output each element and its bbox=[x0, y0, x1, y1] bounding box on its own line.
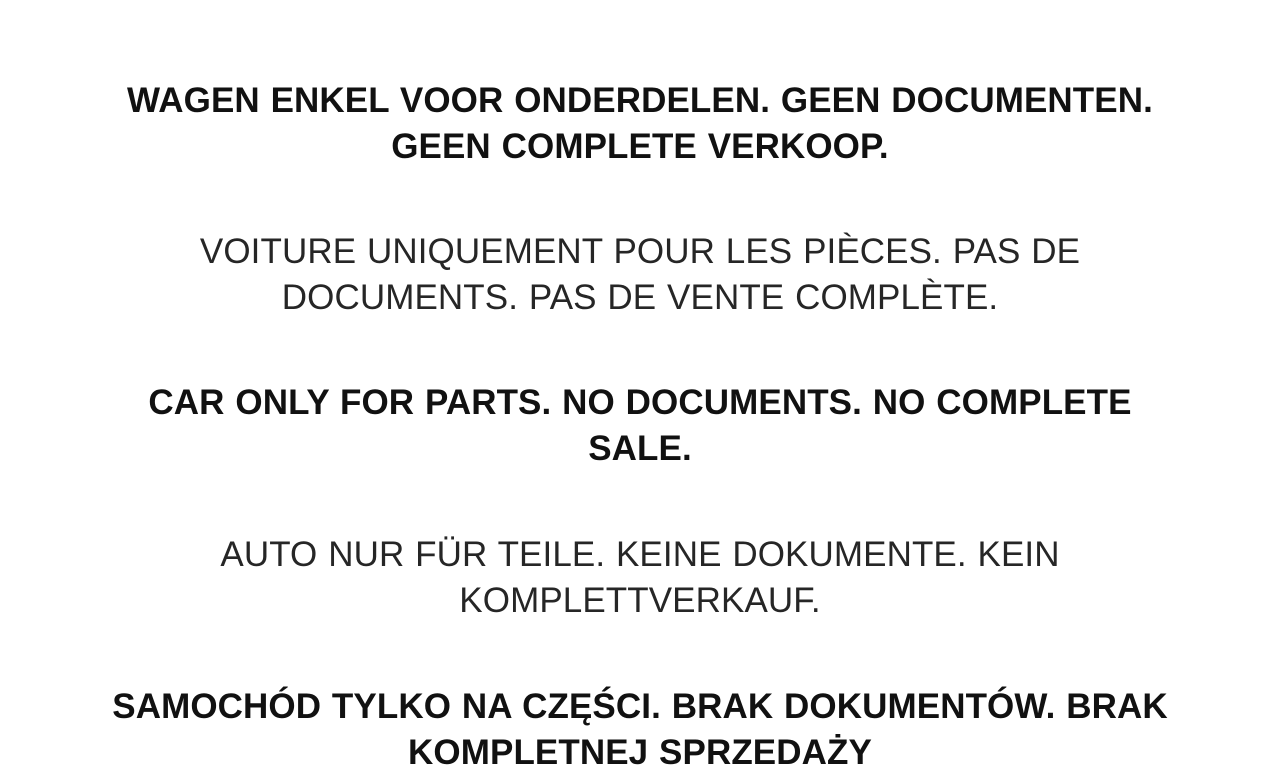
notice-line-english: CAR ONLY FOR PARTS. NO DOCUMENTS. NO COMPLETE SALE. bbox=[148, 383, 1132, 468]
notice-line-polish: SAMOCHÓD TYLKO NA CZĘŚCI. BRAK DOKUMENTÓW. BRAK KOMPLETNEJ SPRZEDAŻY bbox=[112, 687, 1168, 772]
notice-line-dutch: WAGEN ENKEL VOOR ONDERDELEN. GEEN DOCUMENTEN. GEEN COMPLETE VERKOOP. bbox=[127, 81, 1153, 166]
notice-line-german: AUTO NUR FÜR TEILE. KEINE DOKUMENTE. KEIN KOMPLETTVERKAUF. bbox=[220, 535, 1060, 620]
notice-line-french: VOITURE UNIQUEMENT POUR LES PIÈCES. PAS DE DOCUMENTS. PAS DE VENTE COMPLÈTE. bbox=[199, 232, 1081, 317]
